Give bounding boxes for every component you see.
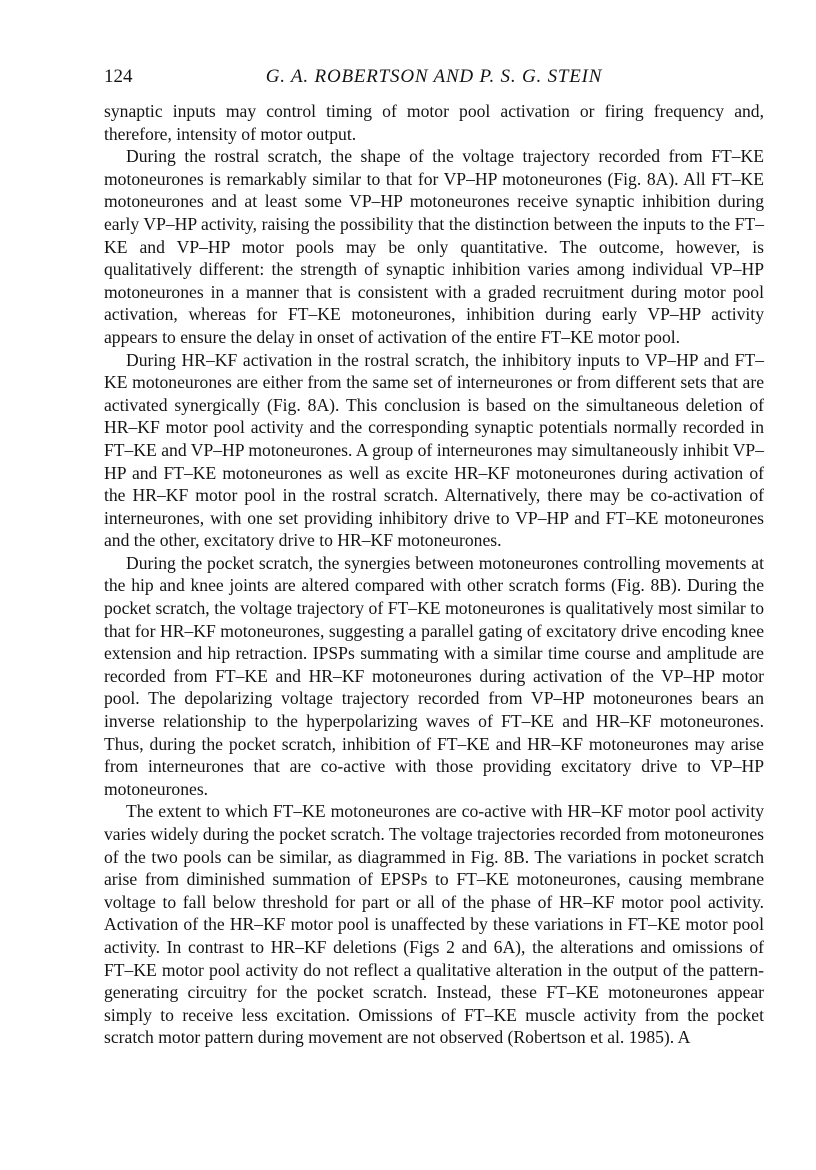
page-number: 124 <box>104 66 133 87</box>
paragraph-ft-ke-co-activity: The extent to which FT–KE motoneurones are co-active with HR–KF motor pool activity varies widely during the pocket scratch. The voltage trajectories recorded from motoneurones of the two pools can be similar, as diagrammed in Fig. 8B. The variations in pocket scratch arise from diminished summation of EPSPs to FT–KE motoneurones, causing membrane voltage to fall below threshold for part or all of the phase of HR–KF motor pool activity. Activation of the HR–KF motor pool is unaffected by these variations in FT–KE motor pool activity. In contrast to HR–KF deletions (Figs 2 and 6A), the alterations and omissions of FT–KE motor pool activity do not reflect a qualitative alteration in the output of the pattern-generating circuitry for the pocket scratch. Instead, these FT–KE motoneurones appear simply to receive less excitation. Omissions of FT–KE muscle activity from the pocket scratch motor pattern during movement are not observed (Robertson et al. 1985). A <box>104 801 764 1048</box>
running-head: G. A. ROBERTSON AND P. S. G. STEIN <box>265 66 603 87</box>
page-header <box>104 66 764 92</box>
body-text <box>104 100 764 1049</box>
paragraph-continuation: synaptic inputs may control timing of motor pool activation or firing frequency and, therefore, intensity of motor output. <box>104 101 764 144</box>
paragraph-rostral-scratch-ft-ke: During the rostral scratch, the shape of the voltage trajectory recorded from FT–KE motoneurones is remarkably similar to that for VP–HP motoneurones (Fig. 8A). All FT–KE motoneurones and at least some VP–HP motoneurones receive synaptic inhibition during early VP–HP activity, raising the possibility that the distinction between the inputs to the FT–KE and VP–HP motor pools may be only quantitative. The outcome, however, is qualitatively different: the strength of synaptic inhibition varies among individual VP–HP motoneurones in a manner that is consistent with a graded recruitment during motor pool activation, whereas for FT–KE motoneurones, inhibition during early VP–HP activity appears to ensure the delay in onset of activation of the entire FT–KE motor pool. <box>104 146 764 347</box>
paragraph-hr-kf-activation: During HR–KF activation in the rostral scratch, the inhibitory inputs to VP–HP and FT–KE motoneurones are either from the same set of interneurones or from different sets that are activated synergically (Fig. 8A). This conclusion is based on the simultaneous deletion of HR–KF motor pool activity and the corresponding synaptic potentials normally recorded in FT–KE and VP–HP motoneurones. A group of interneurones may simultaneously inhibit VP–HP and FT–KE motoneurones as well as excite HR–KF motoneurones during activation of the HR–KF motor pool in the rostral scratch. Alternatively, there may be co-activation of interneurones, with one set providing inhibitory drive to VP–HP and FT–KE motoneurones and the other, excitatory drive to HR–KF motoneurones. <box>104 349 764 551</box>
paragraph-pocket-scratch: During the pocket scratch, the synergies between motoneurones controlling movements at the hip and knee joints are altered compared with other scratch forms (Fig. 8B). During the pocket scratch, the voltage trajectory of FT–KE motoneurones is qualitatively most similar to that for HR–KF motoneurones, suggesting a parallel gating of excitatory drive encoding knee extension and hip retraction. IPSPs summating with a similar time course and amplitude are recorded from FT–KE and HR–KF motoneurones during activation of the VP–HP motor pool. The depolarizing voltage trajectory recorded from VP–HP motoneurones bears an inverse relationship to the hyperpolarizing waves of FT–KE and HR–KF motoneurones. Thus, during the pocket scratch, inhibition of FT–KE and HR–KF motoneurones may arise from interneurones that are co-active with those providing excitatory drive to VP–HP motoneurones. <box>104 552 764 799</box>
